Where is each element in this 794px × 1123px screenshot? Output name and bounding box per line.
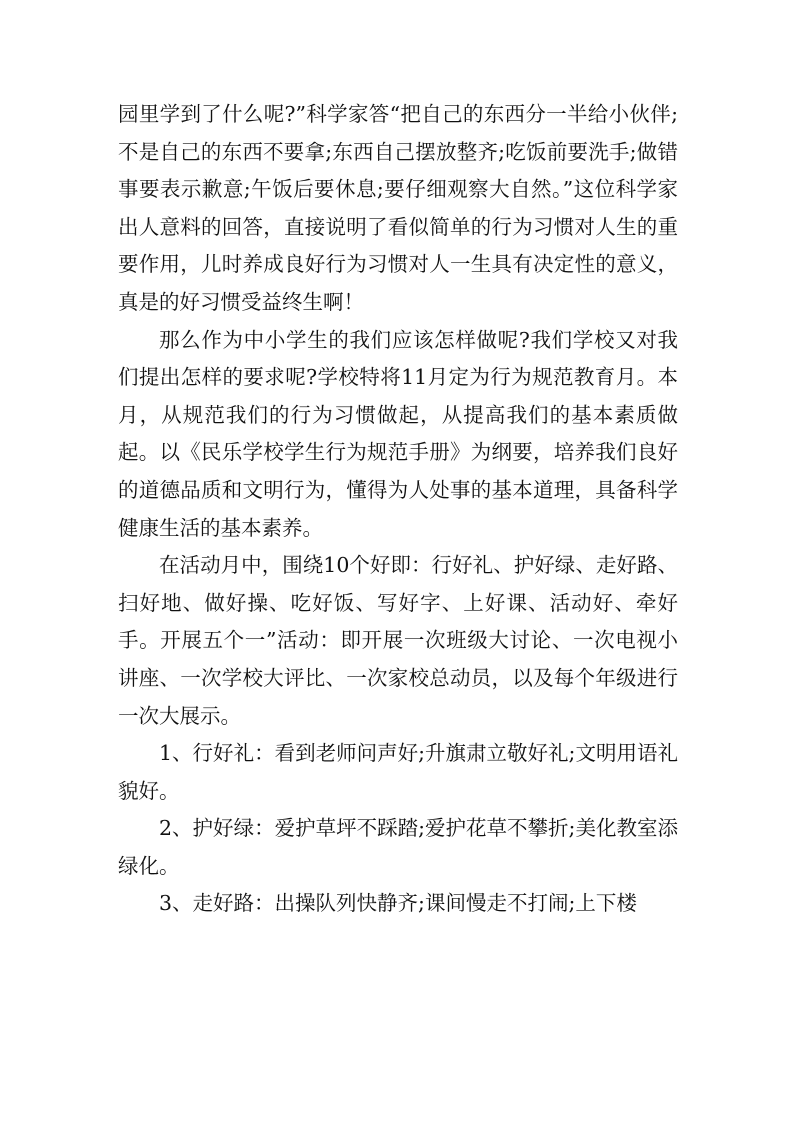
paragraph-5: 2、护好绿：爱护草坪不踩踏;爱护花草不攀折;美化教室添绿化。 bbox=[118, 816, 678, 878]
paragraph-3: 在活动月中，围绕10个好即：行好礼、护好绿、走好路、扫好地、做好操、吃好饭、写好字、上好课、活动好、牵好手。开展五个一”活动：即开展一次班级大讨论、一次电视小讲座、一次学校大评比、一次家校总动员，以及每个年级进行一次大展示。 bbox=[118, 553, 678, 728]
paragraph-1: 园里学到了什么呢?”科学家答“把自己的东西分一半给小伙伴;不是自己的东西不要拿;东西自己摆放整齐;吃饭前要洗手;做错事要表示歉意;午饭后要休息;要仔细观察大自然。”这位科学家出人意料的回答，直接说明了看似简单的行为习惯对人生的重要作用，儿时养成良好行为习惯对人一生具有决定性的意义，真是的好习惯受益终生啊！ bbox=[118, 102, 678, 314]
paragraph-6: 3、走好路：出操队列快静齐;课间慢走不打闹;上下楼 bbox=[159, 891, 637, 916]
document-page bbox=[118, 96, 678, 923]
paragraph-4: 1、行好礼：看到老师问声好;升旗肃立敬好礼;文明用语礼貌好。 bbox=[118, 741, 678, 803]
paragraph-2: 那么作为中小学生的我们应该怎样做呢?我们学校又对我们提出怎样的要求呢?学校特将11月定为行为规范教育月。本月，从规范我们的行为习惯做起，从提高我们的基本素质做起。以《民乐学校学生行为规范手册》为纲要，培养我们良好的道德品质和文明行为，懂得为人处事的基本道理，具备科学健康生活的基本素养。 bbox=[118, 327, 678, 540]
